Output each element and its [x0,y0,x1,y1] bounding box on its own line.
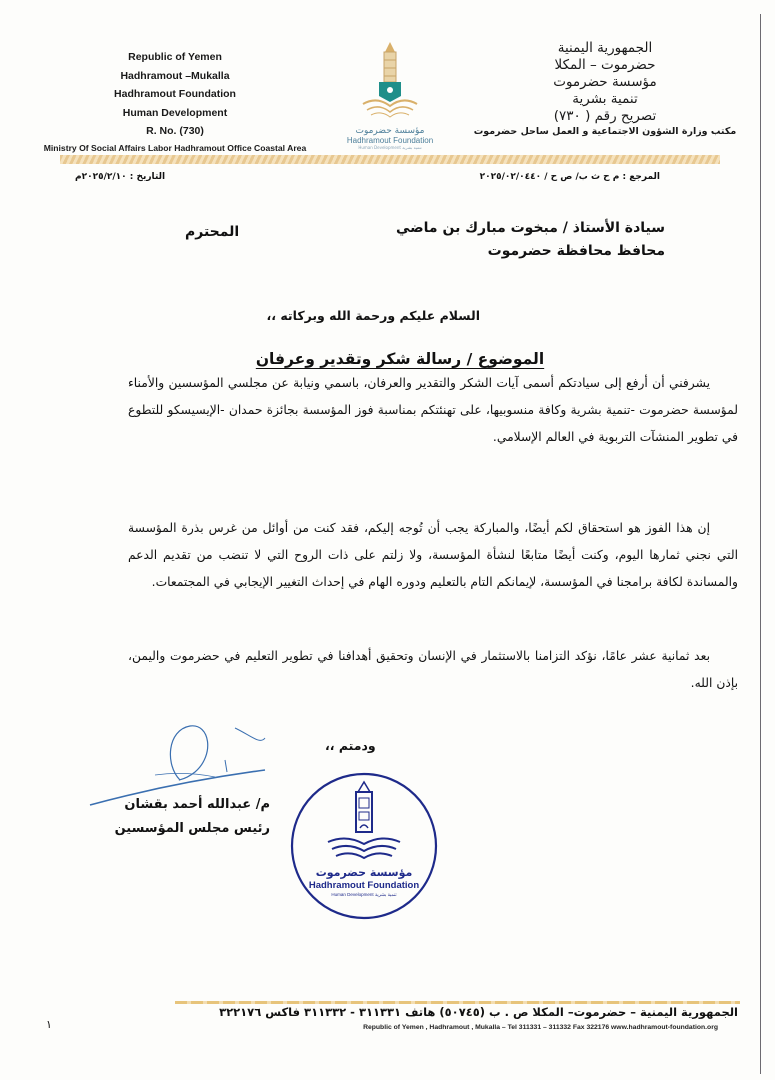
header-ar-line-org: مؤسسة حضرموت [553,74,657,90]
header-arabic-block [470,40,740,139]
paragraph-text: إن هذا الفوز هو استحقاق لكم أيضًا، والمباركة يجب أن تُوجه إليكم، فقد كنت من أوائل من غرس بذرة المؤسسة التي نجني ثمارها اليوم، وكنت أيضًا متابعًا لنشأة المؤسسة، ولا زلتم على ذات الروح التي لا تنضب من تقديم الدعم والمساندة لكافة برامجنا في المؤسسة، لإيمانكم التام بالتعليم ودوره الهام في إحداث التغيير الإيجابي في المجتمعات. [128,521,738,589]
signer-block [110,793,270,841]
date-value: ٢٠٢٥/٢/١٠م [75,172,127,182]
header-ar-line-dept: تنمية بشرية [572,91,638,107]
stamp-subtitle: Human Development تنمية بشرية [331,892,397,897]
header-en-line-regno: R. No. (730) [146,125,204,137]
stamp-name-english: Hadhramout Foundation [308,880,420,891]
header-ar-ministry: مكتب وزارة الشؤون الاجتماعية و العمل ساحل حضرموت [473,126,737,137]
reference-label: المرجع : [622,172,660,182]
signer-name: م/ عبدالله أحمد بقشان [124,797,270,812]
paragraph-text: بعد ثمانية عشر عامًا، نؤكد التزامنا بالاستثمار في الإنسان وتحقيق أهدافنا في تطوير التعليم في حضرموت واليمن، بإذن الله. [128,649,738,690]
footer-contact-english: Republic of Yemen , Hadhramout , Mukalla – Tel 311331 – 311332 Fax 322176 www.hadhramout-foundation.org [363,1024,718,1031]
page-number: ١ [46,1018,52,1031]
header-en-line-city: Hadhramout –Mukalla [120,69,230,82]
honorific: المحترم [185,224,240,240]
addressee-title: محافظ محافظة حضرموت [487,243,665,259]
letter-date [75,172,165,182]
header-en-line-dept: Human Development [122,106,228,119]
greeting: السلام عليكم ورحمة الله وبركاته ،، [266,308,480,323]
header-ar-line-regno: تصريح رقم ( ٧٣٠) [553,108,657,124]
foundation-stamp-icon [288,770,440,922]
logo-name-english: Hadhramout Foundation [346,136,434,145]
logo-name-arabic: مؤسسة حضرموت [355,126,425,136]
letter-subject: الموضوع / رسالة شكر وتقدير وعرفان [255,350,545,368]
footer-gold-divider [175,1001,740,1004]
addressee-name: سيادة الأستاذ / مبخوت مبارك بن ماضي [395,220,665,236]
reference-value: م ح ث ب/ ص ح / ٢٠٢٥/٠٢/٠٤٤٠ [479,172,620,182]
signer-title: رئيس مجلس المؤسسين [114,821,270,836]
header-ar-line-city: حضرموت – المكلا [554,57,656,73]
lighthouse-book-logo-icon [355,40,425,120]
body-paragraph-3 [128,643,738,697]
closing-phrase: ودمتم ،، [325,738,376,753]
header-ar-line-country: الجمهورية اليمنية [557,40,653,56]
body-paragraph-1 [128,370,738,451]
header-en-line-org: Hadhramout Foundation [114,88,236,100]
date-label: التاريخ : [129,172,166,182]
body-paragraph-2 [128,515,738,596]
header-english-block [30,48,320,155]
stamp-name-arabic: مؤسسة حضرموت [315,866,413,879]
header-en-line-country: Republic of Yemen [128,51,222,63]
foundation-logo [325,40,455,152]
paragraph-text: يشرفني أن أرفع إلى سيادتكم أسمى آيات الشكر والتقدير والعرفان، باسمي ونيابة عن مجلسي المؤسسين والأمناء لمؤسسة حضرموت -تنمية بشرية وكافة منسوبيها، على تهنئتكم بمناسبة فوز المؤسسة بجائزة حمدان -الإيسيسكو للتطوع في تطوير المنشآت التربوية في العالم الإسلامي. [128,376,738,444]
official-stamp [288,770,440,922]
page-edge-line [760,14,761,1074]
reference-number [480,172,660,182]
header-gold-divider [60,155,720,164]
addressee-block [396,217,665,263]
footer-contact-arabic: الجمهورية اليمنية – حضرموت– المكلا ص . ب (٥٠٧٤٥) هاتف ٣١١٣٣١ - ٣١١٣٣٢ فاكس ٣٢٢١٧٦ [219,1005,738,1019]
header-en-ministry: Ministry Of Social Affairs Labor Hadhramout Office Coastal Area [43,142,307,153]
logo-subtitle: Human Development تنمية بشرية [358,145,422,150]
